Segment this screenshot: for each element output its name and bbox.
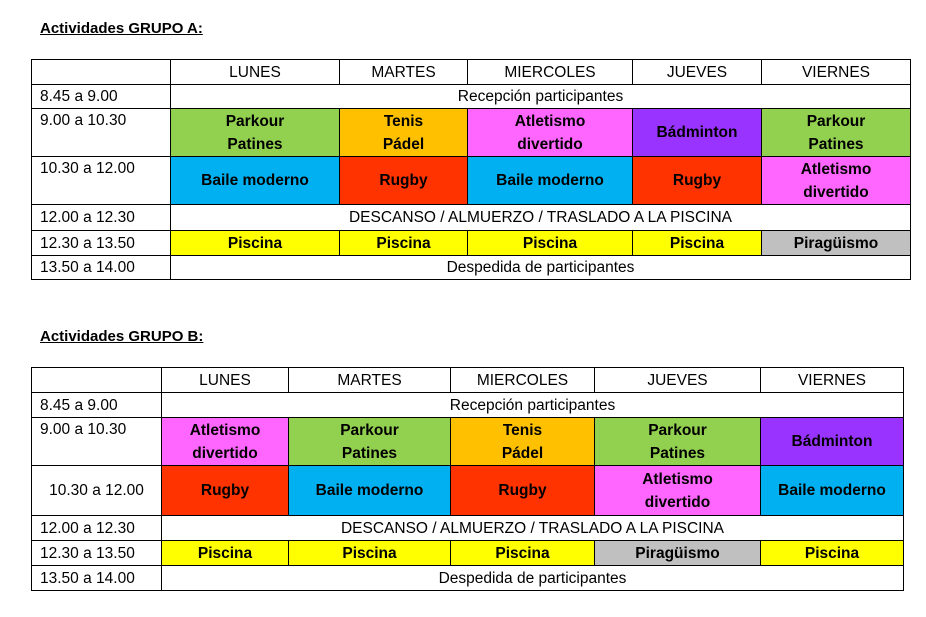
time-cell: 10.30 a 12.00 <box>32 157 171 205</box>
activity-line-1: Tenis <box>502 421 543 439</box>
activity-cell: Piscina <box>633 231 762 256</box>
activity-cell: Piragüismo <box>762 231 911 256</box>
group-b-title: Actividades GRUPO B: <box>40 328 204 345</box>
activity-line-1: Parkour <box>340 421 399 439</box>
activity-line-1: Atletismo <box>642 470 713 488</box>
activity-line-1: Tenis <box>383 112 424 130</box>
farewell-cell: Despedida de participantes <box>171 256 911 280</box>
break-cell: DESCANSO / ALMUERZO / TRASLADO A LA PISCINA <box>171 205 911 231</box>
activity-line-1: Baile moderno <box>201 172 309 189</box>
activity-line-1: Rugby <box>200 482 250 499</box>
activity-line-2: divertido <box>644 493 711 511</box>
activity-line-1: Bádminton <box>656 124 738 141</box>
day-header: JUEVES <box>595 368 761 393</box>
activity-cell: Piscina <box>468 231 633 256</box>
activity-cell <box>162 466 289 516</box>
activity-line-1: Baile moderno <box>315 482 424 499</box>
table-row <box>32 516 904 541</box>
time-cell: 13.50 a 14.00 <box>32 566 162 591</box>
time-cell: 9.00 a 10.30 <box>32 109 171 157</box>
group-a-title: Actividades GRUPO A: <box>40 20 203 37</box>
activity-cell <box>468 109 633 157</box>
activity-cell: Piscina <box>761 541 904 566</box>
table-row <box>32 393 904 418</box>
reception-cell: Recepción participantes <box>162 393 904 418</box>
activity-cell <box>762 157 911 205</box>
activity-cell <box>451 418 595 466</box>
activity-line-2: divertido <box>192 444 258 462</box>
activity-line-1: Atletismo <box>800 160 872 178</box>
activity-line-2: divertido <box>517 135 583 153</box>
activity-cell <box>340 157 468 205</box>
activity-cell <box>762 109 911 157</box>
activity-line-1: Atletismo <box>514 112 586 130</box>
reception-cell: Recepción participantes <box>171 85 911 109</box>
header-row <box>32 60 911 85</box>
header-row <box>32 368 904 393</box>
activity-cell <box>761 418 904 466</box>
activity-line-1: Parkour <box>806 112 866 130</box>
table-row <box>32 85 911 109</box>
activity-cell <box>761 466 904 516</box>
activity-cell <box>451 466 595 516</box>
day-header: MIERCOLES <box>451 368 595 393</box>
time-cell: 12.00 a 12.30 <box>32 516 162 541</box>
day-header: LUNES <box>171 60 340 85</box>
activity-cell <box>633 109 762 157</box>
activity-cell <box>171 109 340 157</box>
time-cell: 12.30 a 13.50 <box>32 541 162 566</box>
activity-line-2: divertido <box>803 183 869 201</box>
activity-line-2: Patines <box>649 444 706 462</box>
table-row <box>32 541 904 566</box>
activity-line-1: Atletismo <box>189 421 261 439</box>
activity-line-1: Rugby <box>672 172 722 189</box>
farewell-cell: Despedida de participantes <box>162 566 904 591</box>
activity-line-1: Rugby <box>498 482 547 499</box>
activity-line-1: Parkour <box>648 421 707 439</box>
table-row <box>32 109 911 157</box>
activity-cell <box>633 157 762 205</box>
table-row <box>32 157 911 205</box>
activity-cell <box>468 157 633 205</box>
table-row <box>32 418 904 466</box>
time-cell: 13.50 a 14.00 <box>32 256 171 280</box>
day-header: MARTES <box>289 368 451 393</box>
day-header: VIERNES <box>762 60 911 85</box>
activity-line-1: Bádminton <box>791 433 873 450</box>
activity-line-2: Patines <box>808 135 864 153</box>
activity-cell: Piscina <box>162 541 289 566</box>
group-b-schedule-table <box>31 367 904 591</box>
activity-line-1: Parkour <box>225 112 285 130</box>
activity-cell <box>340 109 468 157</box>
activity-line-2: Patines <box>341 444 398 462</box>
activity-line-1: Rugby <box>379 172 428 189</box>
break-cell: DESCANSO / ALMUERZO / TRASLADO A LA PISCINA <box>162 516 904 541</box>
activity-cell <box>595 466 761 516</box>
time-cell: 12.30 a 13.50 <box>32 231 171 256</box>
day-header: VIERNES <box>761 368 904 393</box>
activity-cell: Piscina <box>289 541 451 566</box>
activity-cell <box>289 418 451 466</box>
day-header: LUNES <box>162 368 289 393</box>
corner-cell <box>32 368 162 393</box>
activity-line-1: Baile moderno <box>778 482 886 499</box>
activity-line-1: Baile moderno <box>496 172 604 189</box>
day-header: JUEVES <box>633 60 762 85</box>
table-row <box>32 205 911 231</box>
activity-cell <box>162 418 289 466</box>
activity-cell: Piragüismo <box>595 541 761 566</box>
time-cell: 10.30 a 12.00 <box>32 466 162 516</box>
table-row <box>32 231 911 256</box>
time-cell: 8.45 a 9.00 <box>32 85 171 109</box>
table-row <box>32 466 904 516</box>
activity-line-2: Pádel <box>501 444 544 462</box>
activity-cell <box>171 157 340 205</box>
time-cell: 12.00 a 12.30 <box>32 205 171 231</box>
time-cell: 9.00 a 10.30 <box>32 418 162 466</box>
day-header: MARTES <box>340 60 468 85</box>
corner-cell <box>32 60 171 85</box>
activity-line-2: Pádel <box>382 135 425 153</box>
group-a-schedule-table <box>31 59 911 280</box>
activity-cell <box>595 418 761 466</box>
activity-cell: Piscina <box>451 541 595 566</box>
day-header: MIERCOLES <box>468 60 633 85</box>
activity-cell: Piscina <box>171 231 340 256</box>
activity-cell <box>289 466 451 516</box>
activity-line-2: Patines <box>227 135 283 153</box>
activity-cell: Piscina <box>340 231 468 256</box>
time-cell: 8.45 a 9.00 <box>32 393 162 418</box>
table-row <box>32 256 911 280</box>
table-row <box>32 566 904 591</box>
